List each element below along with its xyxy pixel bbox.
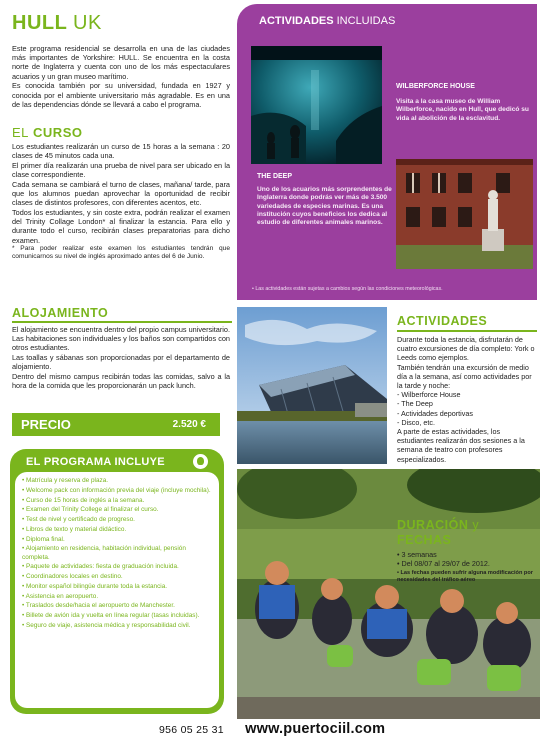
- alojamiento-paragraph: El alojamiento se encuentra dentro del propio campus universitario. Las habitaciones son individuales y los baños son compartidos con otros estudiantes.: [12, 325, 230, 353]
- actividades-line: También tendrán una excursión de medio día a la semana, así como actividades por la tarde y noche:: [397, 362, 532, 391]
- duracion-list: [397, 550, 535, 584]
- actividades-line: - Wilberforce House: [397, 390, 461, 400]
- students-group-photo: [237, 469, 540, 719]
- list-item: • Monitor español bilingüe durante toda la estancia.: [22, 582, 168, 590]
- list-item: • Examen del Trinity College al finalizar el curso.: [22, 506, 159, 514]
- alojamiento-paragraph: Dentro del mismo campus recibirán todas las comidas, salvo a la hora de la comida que les proporcionarán un pack lunch.: [12, 372, 230, 391]
- curso-paragraph: Cada semana se cambiará el turno de clases, mañana/ tarde, para que los alumnos puedan aprovechar la oportunidad de recibir clases de distintos profesores, con diferentes acentos, etc.: [12, 179, 230, 208]
- curso-paragraph: Todos los estudiantes, y sin coste extra, podrán realizar el examen del Trinity Collage London* al finalizar la estancia. Para ello y durante todo el curso, recibirán clases preparatorias para dicho examen.: [12, 207, 230, 245]
- list-item: • Traslados desde/hacia el aeropuerto de Manchester.: [22, 602, 175, 610]
- actividades-incluidas-panel: [237, 4, 537, 300]
- footer-website-link[interactable]: www.puertociil.com: [245, 721, 386, 737]
- curso-title-light: EL: [12, 125, 29, 140]
- list-item: • Libros de texto y material didáctico.: [22, 525, 127, 533]
- precio-value: 2.520 €: [172, 419, 206, 430]
- incluidas-title: [259, 15, 395, 27]
- leaf-badge-icon: [193, 454, 208, 469]
- list-item: • Coordinadores locales en destino.: [22, 573, 123, 581]
- list-item: • Curso de 15 horas de inglés a la semana.: [22, 496, 145, 504]
- hull-description: [12, 44, 230, 109]
- duracion-title: [397, 518, 479, 548]
- curso-title: [12, 125, 82, 140]
- curso-paragraph: Los estudiantes realizarán un curso de 15 horas a la semana : 20 clases de 45 minutos cada una.: [12, 142, 230, 161]
- list-item: • Del 08/07 al 29/07 de 2012.: [397, 559, 490, 568]
- actividades-line: A parte de estas actividades, los estudiantes realizarán dos sesiones a la semana de teatro con profesores especializados.: [397, 427, 525, 464]
- duracion-note: • Las fechas pueden sufrir alguna modificación por necesidades del tráfico aéreo: [397, 570, 533, 583]
- alojamiento-title: ALOJAMIENTO: [12, 306, 109, 320]
- the-deep-label: THE DEEP: [257, 173, 293, 180]
- precio-label: PRECIO: [21, 417, 71, 432]
- hull-title-bold: HULL: [12, 12, 67, 34]
- list-item: • Asistencia en aeropuerto.: [22, 592, 99, 600]
- aquarium-image: [251, 46, 382, 164]
- actividades-title: ACTIVIDADES: [397, 314, 488, 328]
- actividades-line: - Actividades deportivas: [397, 408, 473, 418]
- students-park-image: [237, 469, 540, 719]
- list-item: • Paquete de actividades: fiesta de graduación incluida.: [22, 563, 179, 571]
- hull-paragraph: Es conocida también por su universidad, fundada en 1927 y conocida por el ambiente universitario más agradable. Es en una de las dependencias dónde se llevará a cabo el programa.: [12, 81, 230, 109]
- list-item: • Matrícula y reserva de plaza.: [22, 477, 109, 484]
- duracion-title-light: y: [472, 518, 480, 532]
- alojamiento-paragraph: Las toallas y sábanas son proporcionadas por el departamento de alojamiento.: [12, 353, 230, 372]
- list-item: • Billete de avión ida y vuelta en línea regular (tasas incluidas).: [22, 612, 200, 620]
- incluidas-title-light: INCLUIDAS: [336, 15, 396, 27]
- wilberforce-label: WILBERFORCE HOUSE: [396, 83, 475, 90]
- incluidas-title-bold: ACTIVIDADES: [259, 15, 334, 27]
- curso-footnote: * Para poder realizar este examen los estudiantes tendrán que comunicarnos su nivel de inglés aproximado antes del 6 de Junio.: [12, 245, 230, 261]
- list-item: • 3 semanas: [397, 550, 437, 559]
- list-item: • Test de nivel y certificado de progreso.: [22, 516, 135, 524]
- waterfront-image: [237, 307, 387, 464]
- hull-paragraph: Este programa residencial se desarrolla en una de las ciudades más importantes de Yorkshire: HULL. Se encuentra en la costa norte de Inglaterra y cuenta con uno de los más espectaculares acuarios y un gran museo marítimo.: [12, 44, 230, 81]
- curso-paragraph: El primer día realizarán una prueba de nivel para ser ubicado en la clase correspondiente.: [12, 160, 230, 180]
- programa-list: [15, 472, 219, 708]
- duracion-title-bold2: FECHAS: [397, 533, 452, 547]
- list-item: • Welcome pack con información previa del viaje (incluye mochila).: [22, 486, 211, 494]
- actividades-description: [397, 335, 535, 464]
- curso-description: [12, 142, 230, 262]
- incluidas-note: • Las actividades están sujetas a cambios según las condiciones meteorológicas.: [252, 286, 443, 292]
- hull-title: [12, 12, 102, 35]
- wilberforce-photo: [396, 159, 533, 269]
- hull-title-light: UK: [73, 12, 102, 34]
- duracion-title-bold: DURACIÓN: [397, 518, 469, 532]
- the-deep-building-photo: [237, 307, 387, 464]
- list-item: • Alojamiento en residencia, habitación individual, pensión completa.: [22, 545, 186, 561]
- programa-title: EL PROGRAMA INCLUYE: [26, 456, 165, 468]
- list-item: • Seguro de viaje, asistencia médica y responsabilidad civil.: [22, 622, 191, 630]
- footer: [159, 721, 385, 737]
- footer-phone: 956 05 25 31: [159, 724, 224, 736]
- the-deep-text: Uno de los acuarios más sorprendentes de Inglaterra donde podrás ver más de 3.500 variedades de especies marinas. Es una institución cuyos beneficios los dedica al estudio de diferentes animales marinos.: [257, 186, 392, 227]
- actividades-divider: [397, 330, 537, 332]
- programa-incluye-box: [10, 449, 224, 714]
- brick-house-image: [396, 159, 533, 269]
- alojamiento-divider: [12, 321, 232, 323]
- actividades-line: - Disco, etc.: [397, 417, 435, 427]
- actividades-line: Durante toda la estancia, disfrutarán de cuatro excursiones de día completo: York o Leeds como ejemplos.: [397, 335, 535, 363]
- alojamiento-description: [12, 325, 230, 391]
- precio-bar: [12, 413, 220, 436]
- wilberforce-text: Visita a la casa museo de William Wilberforce, nacido en Hull, que dedicó su vida al abolición de la esclavitud.: [396, 98, 529, 122]
- actividades-line: - The Deep: [397, 399, 433, 409]
- curso-title-bold: CURSO: [33, 125, 83, 140]
- list-item: • Diploma final.: [22, 535, 65, 543]
- the-deep-photo: [251, 46, 382, 164]
